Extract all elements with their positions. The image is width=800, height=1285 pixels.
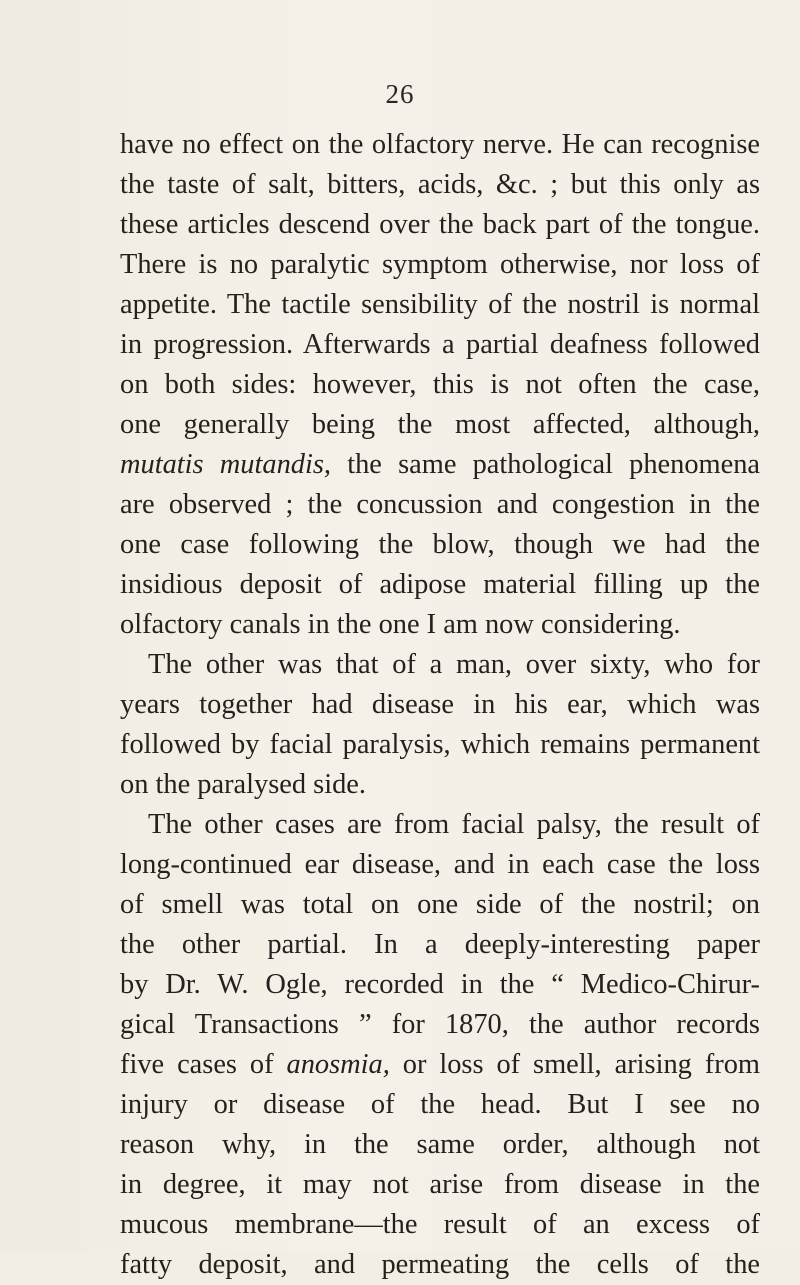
- line-text: the other partial. In a deeply-interesting paper: [120, 929, 760, 960]
- text-line: [120, 925, 760, 965]
- line-text: long-continued ear disease, and in each case the loss: [120, 849, 760, 880]
- text-line: [120, 405, 760, 445]
- text-line: [120, 485, 760, 525]
- text-line: [120, 165, 760, 205]
- line-text: in progression. Afterwards a partial deafness followed: [120, 329, 760, 360]
- line-text: have no effect on the olfactory nerve. He can recognise: [120, 129, 760, 160]
- line-text: in degree, it may not arise from disease in the: [120, 1169, 760, 1200]
- italic-phrase: anosmia,: [286, 1049, 390, 1080]
- line-text: olfactory canals in the one I am now considering.: [120, 609, 681, 640]
- text-line: [120, 805, 760, 845]
- text-line: [120, 365, 760, 405]
- line-text: The other cases are from facial palsy, the result of: [148, 809, 760, 840]
- text-line: [120, 1085, 760, 1125]
- line-text: the same pathological phenomena: [331, 449, 760, 480]
- text-line: [120, 565, 760, 605]
- line-text: injury or disease of the head. But I see no: [120, 1089, 760, 1120]
- body-text: [120, 125, 760, 1285]
- text-line: [120, 845, 760, 885]
- page-number: 26: [385, 79, 415, 109]
- text-line: [120, 885, 760, 925]
- text-line: [120, 1125, 760, 1165]
- line-text: insidious deposit of adipose material filling up the: [120, 569, 760, 600]
- line-text: one case following the blow, though we had the: [120, 529, 760, 560]
- italic-phrase: mutatis mutandis,: [120, 449, 332, 480]
- line-text: or loss of smell, arising from: [389, 1049, 760, 1080]
- text-line: [120, 965, 760, 1005]
- text-line: [120, 765, 760, 805]
- text-line: [120, 645, 760, 685]
- line-text: one generally being the most affected, although,: [120, 409, 760, 440]
- text-line: [120, 1165, 760, 1205]
- text-line: [120, 125, 760, 165]
- line-text: followed by facial paralysis, which remains permanent: [120, 729, 760, 760]
- line-text: fatty deposit, and permeating the cells of the: [120, 1249, 760, 1280]
- line-text: There is no paralytic symptom otherwise, nor loss of: [120, 249, 760, 280]
- text-line: [120, 285, 760, 325]
- text-line: [120, 525, 760, 565]
- line-text: mucous membrane—the result of an excess of: [120, 1209, 760, 1240]
- text-line: [120, 245, 760, 285]
- line-text: gical Transactions ” for 1870, the author records: [120, 1009, 760, 1040]
- line-text: by Dr. W. Ogle, recorded in the “ Medico-Chirur-: [120, 969, 760, 1000]
- line-text: on both sides: however, this is not often the case,: [120, 369, 760, 400]
- text-line: [120, 205, 760, 245]
- line-text: years together had disease in his ear, which was: [120, 689, 760, 720]
- text-line: [120, 1045, 760, 1085]
- line-text: of smell was total on one side of the nostril; on: [120, 889, 760, 920]
- line-text: appetite. The tactile sensibility of the nostril is normal: [120, 289, 760, 320]
- line-text: The other was that of a man, over sixty, who for: [148, 649, 760, 680]
- line-text: reason why, in the same order, although not: [120, 1129, 760, 1160]
- line-text: on the paralysed side.: [120, 769, 366, 800]
- text-line: [120, 1205, 760, 1245]
- line-text: the taste of salt, bitters, acids, &c. ; but this only as: [120, 169, 760, 200]
- text-line: [120, 1245, 760, 1285]
- line-text: are observed ; the concussion and congestion in the: [120, 489, 760, 520]
- line-text: these articles descend over the back part of the tongue.: [120, 209, 760, 240]
- text-line: [120, 325, 760, 365]
- text-line: [120, 685, 760, 725]
- text-line: [120, 605, 760, 645]
- text-line: [120, 1005, 760, 1045]
- line-text: five cases of: [120, 1049, 287, 1080]
- text-line: [120, 725, 760, 765]
- text-line: [120, 445, 760, 485]
